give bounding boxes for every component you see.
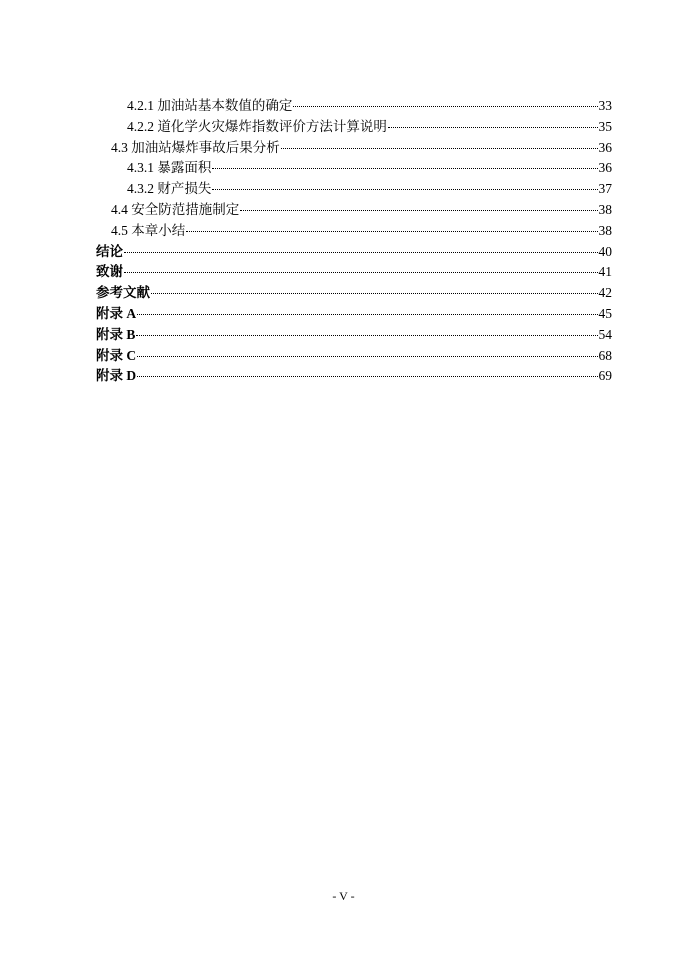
toc-entry-label: 附录 B (96, 326, 136, 342)
toc-leader-dots (293, 106, 597, 107)
toc-entry-page: 41 (598, 264, 612, 280)
toc-entry-label: 4.3.1 暴露面积 (127, 160, 212, 176)
toc-leader-dots (137, 356, 597, 357)
toc-entry-page: 38 (598, 222, 612, 238)
page-footer-number: - V - (332, 889, 355, 903)
toc-entry-page: 42 (598, 285, 612, 301)
toc-entry-page: 68 (598, 347, 612, 363)
toc-entry[interactable] (96, 117, 612, 138)
toc-entry-label: 参考文献 (96, 285, 150, 301)
toc-entry-label: 附录 D (96, 368, 137, 384)
toc-entry-label: 4.2.1 加油站基本数值的确定 (127, 98, 293, 113)
toc-leader-dots (212, 189, 597, 190)
toc-entry-label: 附录 A (96, 305, 137, 321)
toc-entry[interactable] (96, 304, 612, 325)
toc-leader-dots (136, 335, 597, 336)
toc-entry[interactable] (96, 346, 612, 367)
toc-entry-page: 35 (598, 118, 612, 134)
toc-entry[interactable] (96, 221, 612, 242)
toc-entry[interactable] (96, 242, 612, 263)
toc-entry[interactable] (96, 179, 612, 200)
toc-leader-dots (137, 376, 597, 377)
toc-entry-page: 38 (598, 201, 612, 217)
toc-entry-page: 54 (598, 326, 612, 342)
toc-entry[interactable] (96, 325, 612, 346)
toc-entry[interactable] (96, 138, 612, 159)
toc-entry-page: 45 (598, 305, 612, 321)
toc-entry-page: 36 (598, 160, 612, 176)
toc-leader-dots (124, 252, 598, 253)
toc-entry-label: 4.3.2 财产损失 (127, 181, 212, 197)
toc-entry-label: 4.3 加油站爆炸事故后果分析 (111, 139, 280, 155)
toc-leader-dots (388, 127, 598, 128)
toc-entry-label: 4.2.2 道化学火灾爆炸指数评价方法计算说明 (127, 118, 387, 134)
toc-entry-label: 致谢 (96, 264, 123, 280)
toc-entry-page: 37 (598, 181, 612, 197)
toc-entry[interactable] (96, 158, 612, 179)
toc-leader-dots (151, 293, 598, 294)
toc-entry[interactable] (96, 366, 612, 387)
toc-entry-page: 69 (598, 368, 612, 384)
toc-entry-page: 40 (598, 243, 612, 259)
toc-entry-page: 33 (598, 98, 612, 113)
toc-leader-dots (281, 148, 598, 149)
toc-entry-label: 4.5 本章小结 (111, 222, 186, 238)
toc-entry-label: 附录 C (96, 347, 137, 363)
toc-leader-dots (240, 210, 597, 211)
toc-entry-label: 4.4 安全防范措施制定 (111, 201, 240, 217)
toc-leader-dots (212, 168, 597, 169)
toc-entry[interactable] (96, 200, 612, 221)
toc-entry[interactable] (96, 283, 612, 304)
toc-leader-dots (124, 272, 598, 273)
toc-leader-dots (137, 314, 597, 315)
toc-entry-label: 结论 (96, 243, 123, 259)
toc-entry[interactable] (96, 96, 612, 117)
table-of-contents (96, 96, 612, 387)
toc-entry[interactable] (96, 262, 612, 283)
toc-leader-dots (186, 231, 597, 232)
toc-entry-page: 36 (598, 139, 612, 155)
